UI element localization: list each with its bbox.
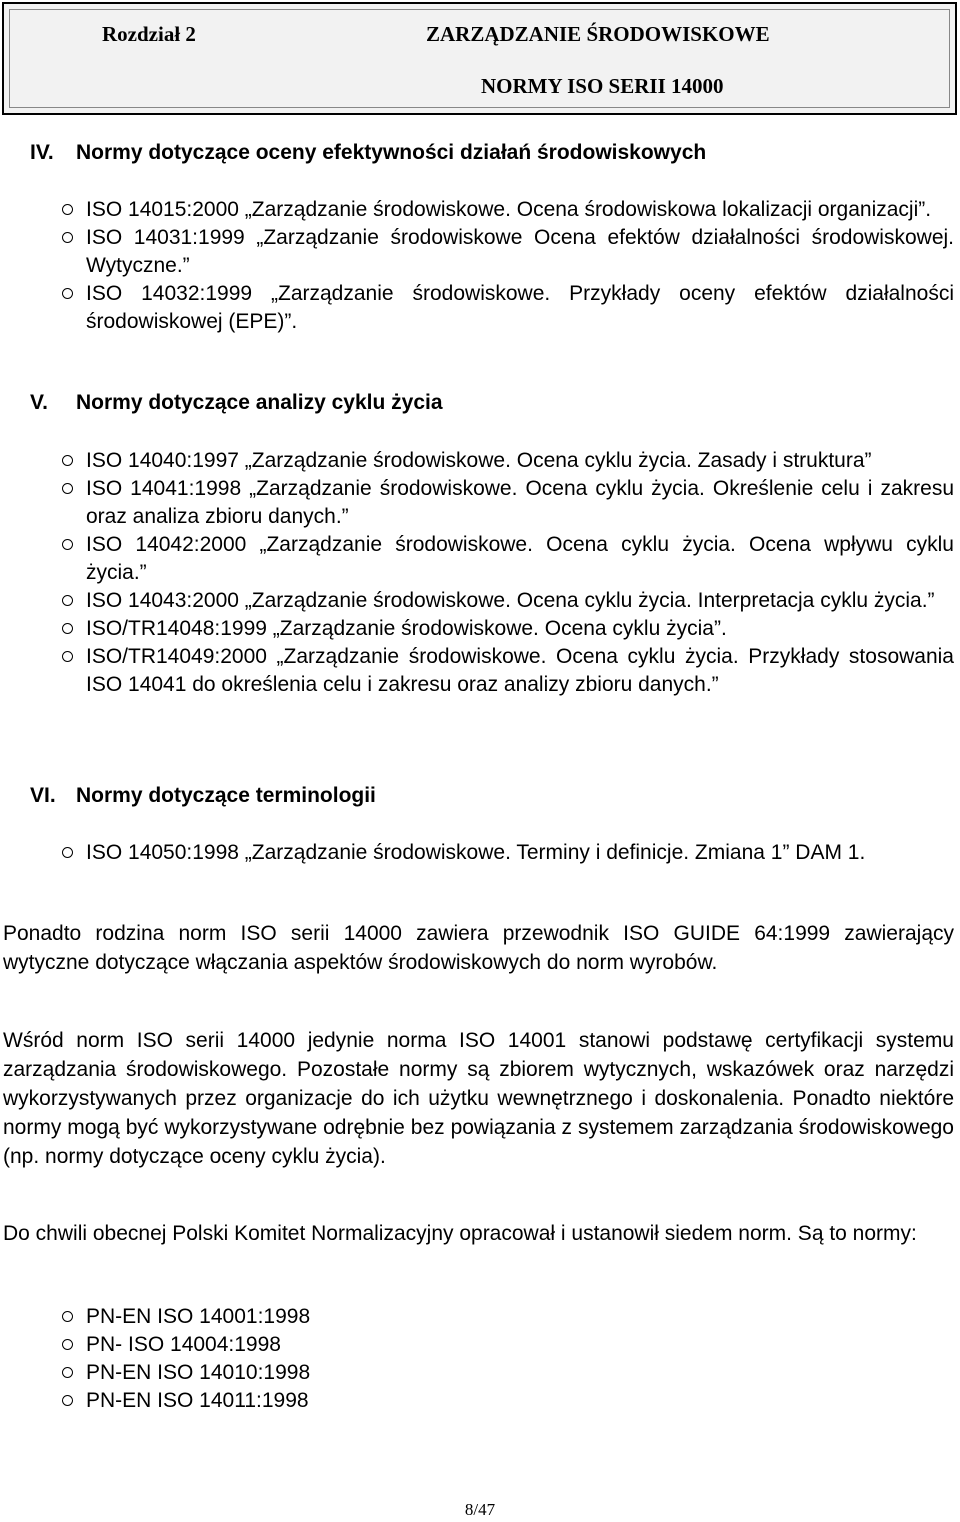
- list-item: ISO 14041:1998 „Zarządzanie środowiskowe. Ocena cyklu życia. Określenie celu i zakresu oraz analiza zbioru danych.”: [0, 475, 960, 531]
- section-title-v: [30, 391, 443, 415]
- pn-norms-list: [0, 1303, 960, 1415]
- bullet-icon: [62, 1339, 73, 1350]
- section-heading: Normy dotyczące analizy cyklu życia: [76, 391, 443, 414]
- bullet-icon: [62, 1367, 73, 1378]
- page-number: 8/47: [464, 1500, 496, 1519]
- bullet-icon: [62, 483, 73, 494]
- list-item: ISO 14043:2000 „Zarządzanie środowiskowe. Ocena cyklu życia. Interpretacja cyklu życia.”: [0, 587, 960, 615]
- bullet-icon: [62, 623, 73, 634]
- list-item: ISO 14042:2000 „Zarządzanie środowiskowe. Ocena cyklu życia. Ocena wpływu cyklu życia.”: [0, 531, 960, 587]
- chapter-title: ZARZĄDZANIE ŚRODOWISKOWE: [426, 22, 770, 46]
- list-item: ISO 14031:1999 „Zarządzanie środowiskowe Ocena efektów działalności środowiskowej. Wytyczne.”: [0, 224, 960, 280]
- list-item: ISO 14040:1997 „Zarządzanie środowiskowe. Ocena cyklu życia. Zasady i struktura”: [0, 447, 960, 475]
- list-item: ISO/TR14049:2000 „Zarządzanie środowiskowe. Ocena cyklu życia. Przykłady stosowania ISO 14041 do określenia celu i zakresu oraz analizy zbioru danych.”: [0, 643, 960, 699]
- bullet-icon: [62, 1311, 73, 1322]
- bullet-icon: [62, 539, 73, 550]
- bullet-icon: [62, 455, 73, 466]
- list-item: PN- ISO 14004:1998: [0, 1331, 960, 1359]
- list-item: ISO/TR14048:1999 „Zarządzanie środowiskowe. Ocena cyklu życia”.: [0, 615, 960, 643]
- list-item: ISO 14050:1998 „Zarządzanie środowiskowe. Terminy i definicje. Zmiana 1” DAM 1.: [0, 839, 960, 867]
- list-item: ISO 14032:1999 „Zarządzanie środowiskowe. Przykłady oceny efektów działalności środowiskowej (EPE)”.: [0, 280, 960, 336]
- paragraph-certification: Wśród norm ISO serii 14000 jedynie norma ISO 14001 stanowi podstawę certyfikacji systemu zarządzania środowiskowego. Pozostałe normy są zbiorem wytycznych, wskazówek oraz narzędzi wykorzystywanych przez organizacje do ich użytku wewnętrznego i doskonalenia. Ponadto niektóre normy mogą być wykorzystywane odrębnie bez powiązania z systemem zarządzania środowiskowego (np. normy dotyczące oceny cyklu życia).: [3, 1029, 954, 1168]
- section-vi-list: [0, 839, 960, 867]
- bullet-icon: [62, 288, 73, 299]
- bullet-icon: [62, 651, 73, 662]
- section-v-list: [0, 447, 960, 699]
- bullet-icon: [62, 847, 73, 858]
- section-number: IV.: [30, 141, 54, 164]
- list-item: ISO 14015:2000 „Zarządzanie środowiskowe. Ocena środowiskowa lokalizacji organizacji”.: [0, 196, 960, 224]
- section-number: V.: [30, 391, 48, 414]
- section-title-vi: [30, 784, 376, 808]
- paragraph-guide: Ponadto rodzina norm ISO serii 14000 zawiera przewodnik ISO GUIDE 64:1999 zawierający wytyczne dotyczące włączania aspektów środowiskowych do norm wyrobów.: [3, 922, 954, 974]
- chapter-number: Rozdział 2: [102, 22, 196, 46]
- list-item: PN-EN ISO 14010:1998: [0, 1359, 960, 1387]
- bullet-icon: [62, 232, 73, 243]
- chapter-subtitle: NORMY ISO SERII 14000: [481, 74, 724, 98]
- section-iv-list: [0, 196, 960, 336]
- list-item: PN-EN ISO 14001:1998: [0, 1303, 960, 1331]
- section-heading: Normy dotyczące oceny efektywności działań środowiskowych: [76, 141, 707, 164]
- section-title-iv: [30, 141, 706, 165]
- section-number: VI.: [30, 784, 56, 807]
- bullet-icon: [62, 1395, 73, 1406]
- section-heading: Normy dotyczące terminologii: [76, 784, 376, 807]
- bullet-icon: [62, 204, 73, 215]
- bullet-icon: [62, 595, 73, 606]
- chapter-header: [2, 2, 957, 115]
- list-item: PN-EN ISO 14011:1998: [0, 1387, 960, 1415]
- paragraph-pkn: Do chwili obecnej Polski Komitet Normalizacyjny opracował i ustanowił siedem norm. Są to normy:: [3, 1222, 917, 1245]
